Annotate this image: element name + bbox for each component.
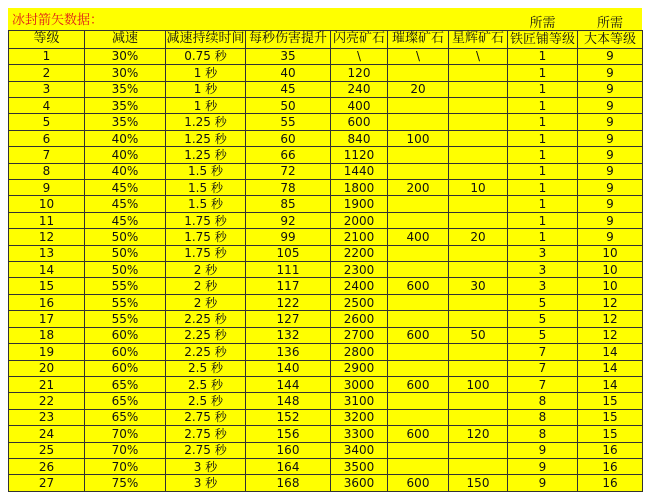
cell-level: 8 xyxy=(9,163,85,179)
cell-camp-level: 9 xyxy=(578,48,643,64)
table-row xyxy=(9,98,643,114)
cell-duration: 0.75 秒 xyxy=(166,48,246,64)
cell-dps: 66 xyxy=(246,147,331,163)
table-row xyxy=(9,458,643,474)
cell-brilliant-ore xyxy=(388,212,449,228)
cell-level: 11 xyxy=(9,212,85,228)
cell-camp-level: 9 xyxy=(578,196,643,212)
cell-smithy-level: 1 xyxy=(508,65,578,81)
cell-smithy-level: 1 xyxy=(508,48,578,64)
cell-level: 21 xyxy=(9,376,85,392)
table-row xyxy=(9,426,643,442)
cell-brilliant-ore xyxy=(388,458,449,474)
cell-brilliant-ore: 600 xyxy=(388,475,449,492)
cell-duration: 1 秒 xyxy=(166,98,246,114)
cell-star-ore: 20 xyxy=(449,229,508,245)
cell-smithy-level: 5 xyxy=(508,311,578,327)
cell-slow: 40% xyxy=(85,130,166,146)
cell-smithy-level: 7 xyxy=(508,344,578,360)
cell-star-ore xyxy=(449,81,508,97)
cell-shiny-ore: 1800 xyxy=(331,180,388,196)
cell-shiny-ore: 3400 xyxy=(331,442,388,458)
cell-shiny-ore: 3200 xyxy=(331,409,388,425)
cell-slow: 75% xyxy=(85,475,166,492)
table-row xyxy=(9,344,643,360)
cell-camp-level: 9 xyxy=(578,147,643,163)
cell-duration: 2 秒 xyxy=(166,294,246,310)
cell-star-ore xyxy=(449,409,508,425)
cell-slow: 55% xyxy=(85,311,166,327)
cell-camp-level: 9 xyxy=(578,65,643,81)
table-row xyxy=(9,114,643,130)
cell-star-ore xyxy=(449,65,508,81)
cell-duration: 2.75 秒 xyxy=(166,442,246,458)
cell-star-ore xyxy=(449,458,508,474)
cell-dps: 85 xyxy=(246,196,331,212)
cell-duration: 1.5 秒 xyxy=(166,196,246,212)
cell-shiny-ore: 1120 xyxy=(331,147,388,163)
cell-shiny-ore: 3600 xyxy=(331,475,388,492)
cell-shiny-ore: 3300 xyxy=(331,426,388,442)
table-row xyxy=(9,360,643,376)
cell-duration: 2.75 秒 xyxy=(166,409,246,425)
cell-level: 10 xyxy=(9,196,85,212)
table-row xyxy=(9,475,643,492)
cell-level: 7 xyxy=(9,147,85,163)
cell-duration: 1.25 秒 xyxy=(166,114,246,130)
cell-dps: 160 xyxy=(246,442,331,458)
cell-star-ore: 150 xyxy=(449,475,508,492)
cell-dps: 144 xyxy=(246,376,331,392)
cell-smithy-level: 1 xyxy=(508,229,578,245)
header-smithy-line2: 铁匠铺等级 xyxy=(509,31,575,47)
cell-shiny-ore: 840 xyxy=(331,130,388,146)
cell-level: 15 xyxy=(9,278,85,294)
cell-camp-level: 9 xyxy=(578,229,643,245)
cell-star-ore: 10 xyxy=(449,180,508,196)
cell-dps: 111 xyxy=(246,262,331,278)
table-row xyxy=(9,163,643,179)
cell-dps: 156 xyxy=(246,426,331,442)
table-row xyxy=(9,442,643,458)
cell-smithy-level: 1 xyxy=(508,212,578,228)
cell-slow: 45% xyxy=(85,180,166,196)
cell-brilliant-ore xyxy=(388,163,449,179)
cell-smithy-level: 1 xyxy=(508,114,578,130)
cell-smithy-level: 7 xyxy=(508,360,578,376)
cell-brilliant-ore xyxy=(388,262,449,278)
cell-duration: 2.5 秒 xyxy=(166,393,246,409)
cell-slow: 30% xyxy=(85,65,166,81)
cell-brilliant-ore xyxy=(388,114,449,130)
cell-slow: 60% xyxy=(85,344,166,360)
cell-duration: 2 秒 xyxy=(166,262,246,278)
cell-slow: 70% xyxy=(85,442,166,458)
table-row xyxy=(9,48,643,64)
cell-shiny-ore: 2100 xyxy=(331,229,388,245)
cell-brilliant-ore: 200 xyxy=(388,180,449,196)
cell-shiny-ore: 2700 xyxy=(331,327,388,343)
cell-duration: 2.25 秒 xyxy=(166,344,246,360)
cell-slow: 50% xyxy=(85,229,166,245)
header-camp-level xyxy=(578,15,643,48)
cell-slow: 45% xyxy=(85,196,166,212)
cell-smithy-level: 1 xyxy=(508,130,578,146)
table-row xyxy=(9,311,643,327)
cell-shiny-ore: 120 xyxy=(331,65,388,81)
cell-level: 13 xyxy=(9,245,85,261)
cell-dps: 60 xyxy=(246,130,331,146)
table-row xyxy=(9,147,643,163)
cell-duration: 2.5 秒 xyxy=(166,360,246,376)
cell-level: 4 xyxy=(9,98,85,114)
cell-smithy-level: 5 xyxy=(508,327,578,343)
cell-brilliant-ore: 600 xyxy=(388,376,449,392)
table-row xyxy=(9,278,643,294)
cell-duration: 1.5 秒 xyxy=(166,180,246,196)
cell-star-ore xyxy=(449,147,508,163)
cell-brilliant-ore xyxy=(388,65,449,81)
cell-dps: 140 xyxy=(246,360,331,376)
cell-smithy-level: 1 xyxy=(508,196,578,212)
cell-brilliant-ore: 600 xyxy=(388,278,449,294)
cell-slow: 60% xyxy=(85,360,166,376)
spreadsheet xyxy=(8,8,642,492)
cell-star-ore: 120 xyxy=(449,426,508,442)
cell-shiny-ore: 400 xyxy=(331,98,388,114)
table-row xyxy=(9,130,643,146)
cell-star-ore xyxy=(449,114,508,130)
cell-camp-level: 16 xyxy=(578,458,643,474)
cell-brilliant-ore: 600 xyxy=(388,426,449,442)
cell-dps: 50 xyxy=(246,98,331,114)
cell-dps: 99 xyxy=(246,229,331,245)
cell-brilliant-ore: 400 xyxy=(388,229,449,245)
cell-slow: 55% xyxy=(85,278,166,294)
cell-smithy-level: 1 xyxy=(508,163,578,179)
cell-camp-level: 9 xyxy=(578,180,643,196)
cell-smithy-level: 5 xyxy=(508,294,578,310)
cell-level: 6 xyxy=(9,130,85,146)
cell-star-ore xyxy=(449,163,508,179)
cell-dps: 55 xyxy=(246,114,331,130)
cell-smithy-level: 8 xyxy=(508,393,578,409)
cell-level: 17 xyxy=(9,311,85,327)
cell-dps: 152 xyxy=(246,409,331,425)
header-smithy-level xyxy=(508,15,578,48)
cell-camp-level: 12 xyxy=(578,327,643,343)
cell-brilliant-ore xyxy=(388,360,449,376)
table-row xyxy=(9,262,643,278)
cell-camp-level: 16 xyxy=(578,475,643,492)
header-dps: 每秒伤害提升 xyxy=(246,30,331,48)
cell-smithy-level: 9 xyxy=(508,458,578,474)
cell-slow: 35% xyxy=(85,98,166,114)
header-camp-line1: 所需 xyxy=(596,15,623,31)
header-row xyxy=(9,30,643,48)
cell-camp-level: 14 xyxy=(578,344,643,360)
cell-duration: 3 秒 xyxy=(166,475,246,492)
cell-shiny-ore: 2200 xyxy=(331,245,388,261)
cell-dps: 122 xyxy=(246,294,331,310)
table-row xyxy=(9,245,643,261)
cell-shiny-ore: 3500 xyxy=(331,458,388,474)
cell-star-ore xyxy=(449,442,508,458)
cell-shiny-ore: 240 xyxy=(331,81,388,97)
table-row xyxy=(9,65,643,81)
cell-level: 2 xyxy=(9,65,85,81)
table-row xyxy=(9,81,643,97)
cell-shiny-ore: 2600 xyxy=(331,311,388,327)
cell-brilliant-ore xyxy=(388,311,449,327)
cell-dps: 168 xyxy=(246,475,331,492)
cell-slow: 60% xyxy=(85,327,166,343)
cell-dps: 148 xyxy=(246,393,331,409)
cell-level: 27 xyxy=(9,475,85,492)
header-shiny-ore: 闪亮矿石 xyxy=(331,30,388,48)
cell-brilliant-ore xyxy=(388,393,449,409)
cell-level: 18 xyxy=(9,327,85,343)
cell-slow: 35% xyxy=(85,114,166,130)
cell-duration: 1 秒 xyxy=(166,81,246,97)
cell-camp-level: 10 xyxy=(578,245,643,261)
cell-brilliant-ore xyxy=(388,344,449,360)
header-brilliant-ore: 璀璨矿石 xyxy=(388,30,449,48)
cell-duration: 2.75 秒 xyxy=(166,426,246,442)
cell-dps: 78 xyxy=(246,180,331,196)
cell-level: 23 xyxy=(9,409,85,425)
cell-brilliant-ore xyxy=(388,98,449,114)
header-level: 等级 xyxy=(9,30,85,48)
cell-slow: 30% xyxy=(85,48,166,64)
cell-camp-level: 10 xyxy=(578,262,643,278)
table-row xyxy=(9,212,643,228)
cell-camp-level: 16 xyxy=(578,442,643,458)
cell-star-ore: \ xyxy=(449,48,508,64)
cell-camp-level: 9 xyxy=(578,114,643,130)
cell-duration: 1.75 秒 xyxy=(166,229,246,245)
cell-dps: 45 xyxy=(246,81,331,97)
data-table xyxy=(8,8,643,492)
cell-camp-level: 10 xyxy=(578,278,643,294)
cell-slow: 40% xyxy=(85,163,166,179)
cell-brilliant-ore xyxy=(388,147,449,163)
cell-duration: 1.25 秒 xyxy=(166,130,246,146)
cell-shiny-ore: 2300 xyxy=(331,262,388,278)
cell-star-ore: 50 xyxy=(449,327,508,343)
cell-level: 3 xyxy=(9,81,85,97)
cell-smithy-level: 8 xyxy=(508,426,578,442)
cell-shiny-ore: \ xyxy=(331,48,388,64)
cell-dps: 136 xyxy=(246,344,331,360)
cell-star-ore xyxy=(449,393,508,409)
cell-brilliant-ore xyxy=(388,196,449,212)
cell-star-ore: 100 xyxy=(449,376,508,392)
cell-dps: 92 xyxy=(246,212,331,228)
cell-duration: 1.25 秒 xyxy=(166,147,246,163)
cell-duration: 2 秒 xyxy=(166,278,246,294)
header-duration: 减速持续时间 xyxy=(166,30,246,48)
table-row xyxy=(9,327,643,343)
cell-shiny-ore: 2900 xyxy=(331,360,388,376)
cell-slow: 65% xyxy=(85,393,166,409)
table-row xyxy=(9,294,643,310)
cell-smithy-level: 3 xyxy=(508,245,578,261)
cell-dps: 40 xyxy=(246,65,331,81)
cell-level: 5 xyxy=(9,114,85,130)
cell-level: 1 xyxy=(9,48,85,64)
cell-duration: 2.25 秒 xyxy=(166,311,246,327)
cell-smithy-level: 9 xyxy=(508,442,578,458)
cell-smithy-level: 9 xyxy=(508,475,578,492)
table-row xyxy=(9,229,643,245)
cell-camp-level: 12 xyxy=(578,294,643,310)
cell-smithy-level: 1 xyxy=(508,98,578,114)
cell-camp-level: 15 xyxy=(578,426,643,442)
cell-dps: 72 xyxy=(246,163,331,179)
cell-camp-level: 9 xyxy=(578,98,643,114)
cell-camp-level: 9 xyxy=(578,163,643,179)
cell-brilliant-ore xyxy=(388,294,449,310)
cell-level: 12 xyxy=(9,229,85,245)
cell-camp-level: 15 xyxy=(578,409,643,425)
cell-slow: 50% xyxy=(85,245,166,261)
cell-duration: 1.75 秒 xyxy=(166,212,246,228)
cell-brilliant-ore: 600 xyxy=(388,327,449,343)
cell-level: 26 xyxy=(9,458,85,474)
cell-slow: 65% xyxy=(85,376,166,392)
cell-brilliant-ore: 20 xyxy=(388,81,449,97)
cell-smithy-level: 1 xyxy=(508,180,578,196)
cell-duration: 3 秒 xyxy=(166,458,246,474)
cell-level: 20 xyxy=(9,360,85,376)
header-star-ore: 星辉矿石 xyxy=(449,30,508,48)
cell-shiny-ore: 1440 xyxy=(331,163,388,179)
cell-star-ore: 30 xyxy=(449,278,508,294)
cell-level: 19 xyxy=(9,344,85,360)
cell-slow: 70% xyxy=(85,426,166,442)
cell-slow: 70% xyxy=(85,458,166,474)
cell-dps: 164 xyxy=(246,458,331,474)
cell-slow: 45% xyxy=(85,212,166,228)
cell-camp-level: 9 xyxy=(578,130,643,146)
cell-duration: 2.5 秒 xyxy=(166,376,246,392)
cell-duration: 1 秒 xyxy=(166,65,246,81)
cell-level: 24 xyxy=(9,426,85,442)
cell-camp-level: 14 xyxy=(578,360,643,376)
cell-star-ore xyxy=(449,130,508,146)
cell-brilliant-ore xyxy=(388,245,449,261)
cell-shiny-ore: 2000 xyxy=(331,212,388,228)
cell-dps: 127 xyxy=(246,311,331,327)
cell-slow: 50% xyxy=(85,262,166,278)
header-camp-line2: 大本等级 xyxy=(583,31,636,47)
cell-smithy-level: 7 xyxy=(508,376,578,392)
cell-level: 25 xyxy=(9,442,85,458)
cell-smithy-level: 3 xyxy=(508,262,578,278)
cell-star-ore xyxy=(449,212,508,228)
cell-level: 22 xyxy=(9,393,85,409)
header-smithy-line1: 所需 xyxy=(529,15,556,31)
cell-camp-level: 9 xyxy=(578,81,643,97)
cell-camp-level: 15 xyxy=(578,393,643,409)
cell-star-ore xyxy=(449,196,508,212)
cell-smithy-level: 8 xyxy=(508,409,578,425)
cell-shiny-ore: 3000 xyxy=(331,376,388,392)
cell-smithy-level: 1 xyxy=(508,81,578,97)
cell-dps: 117 xyxy=(246,278,331,294)
cell-shiny-ore: 2400 xyxy=(331,278,388,294)
cell-star-ore xyxy=(449,311,508,327)
table-row xyxy=(9,393,643,409)
cell-camp-level: 12 xyxy=(578,311,643,327)
table-row xyxy=(9,196,643,212)
cell-slow: 35% xyxy=(85,81,166,97)
cell-star-ore xyxy=(449,98,508,114)
cell-slow: 55% xyxy=(85,294,166,310)
cell-duration: 1.75 秒 xyxy=(166,245,246,261)
table-row xyxy=(9,376,643,392)
cell-smithy-level: 3 xyxy=(508,278,578,294)
cell-slow: 65% xyxy=(85,409,166,425)
cell-camp-level: 9 xyxy=(578,212,643,228)
cell-brilliant-ore: 100 xyxy=(388,130,449,146)
cell-star-ore xyxy=(449,344,508,360)
cell-smithy-level: 1 xyxy=(508,147,578,163)
cell-shiny-ore: 600 xyxy=(331,114,388,130)
table-row xyxy=(9,180,643,196)
header-slow: 减速 xyxy=(85,30,166,48)
cell-star-ore xyxy=(449,294,508,310)
sheet-title: 冰封箭矢数据： xyxy=(12,13,104,28)
cell-dps: 35 xyxy=(246,48,331,64)
cell-star-ore xyxy=(449,360,508,376)
cell-level: 9 xyxy=(9,180,85,196)
cell-brilliant-ore xyxy=(388,442,449,458)
cell-shiny-ore: 2800 xyxy=(331,344,388,360)
table-row xyxy=(9,409,643,425)
cell-star-ore xyxy=(449,245,508,261)
cell-dps: 105 xyxy=(246,245,331,261)
cell-shiny-ore: 2500 xyxy=(331,294,388,310)
cell-star-ore xyxy=(449,262,508,278)
cell-dps: 132 xyxy=(246,327,331,343)
cell-duration: 2.25 秒 xyxy=(166,327,246,343)
cell-duration: 1.5 秒 xyxy=(166,163,246,179)
cell-shiny-ore: 3100 xyxy=(331,393,388,409)
cell-level: 16 xyxy=(9,294,85,310)
cell-brilliant-ore: \ xyxy=(388,48,449,64)
cell-slow: 40% xyxy=(85,147,166,163)
cell-level: 14 xyxy=(9,262,85,278)
cell-shiny-ore: 1900 xyxy=(331,196,388,212)
cell-brilliant-ore xyxy=(388,409,449,425)
cell-camp-level: 14 xyxy=(578,376,643,392)
